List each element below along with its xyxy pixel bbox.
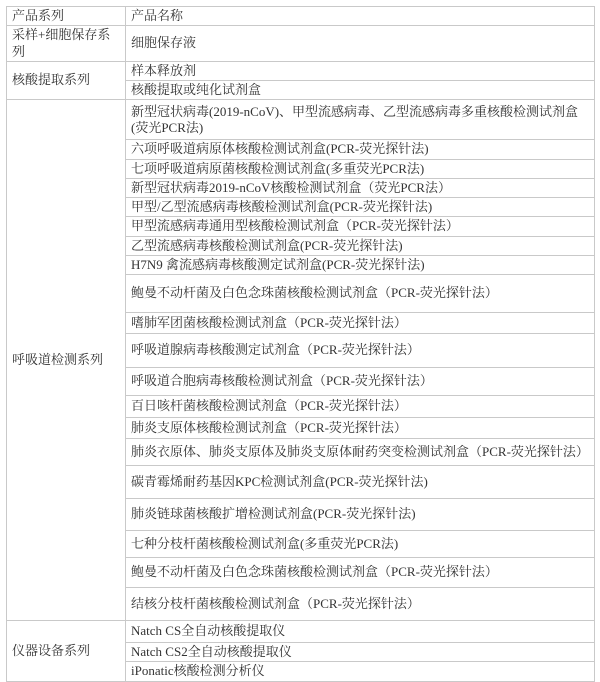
product-name-cell: 嗜肺军团菌核酸检测试剂盒（PCR-荧光探针法） [126, 313, 595, 334]
product-name-cell: 呼吸道合胞病毒核酸检测试剂盒（PCR-荧光探针法） [126, 368, 595, 396]
product-name-cell: 肺炎衣原体、肺炎支原体及肺炎支原体耐药突变检测试剂盒（PCR-荧光探针法） [126, 439, 595, 466]
column-header-product-name: 产品名称 [126, 7, 595, 26]
product-name-cell: 鲍曼不动杆菌及白色念珠菌核酸检测试剂盒（PCR-荧光探针法） [126, 275, 595, 313]
table-row [7, 100, 595, 140]
series-cell: 核酸提取系列 [7, 61, 126, 100]
table-row [7, 621, 595, 643]
product-name-cell: iPonatic核酸检测分析仪 [126, 662, 595, 681]
product-name-cell: 六项呼吸道病原体核酸检测试剂盒(PCR-荧光探针法) [126, 140, 595, 159]
table-header-row [7, 7, 595, 26]
product-name-cell: 核酸提取或纯化试剂盒 [126, 81, 595, 100]
product-name-cell: 鲍曼不动杆菌及白色念珠菌核酸检测试剂盒（PCR-荧光探针法） [126, 558, 595, 588]
product-name-cell: 细胞保存液 [126, 26, 595, 62]
product-name-cell: 新型冠状病毒2019-nCoV核酸检测试剂盒（荧光PCR法） [126, 178, 595, 197]
product-name-cell: H7N9 禽流感病毒核酸测定试剂盒(PCR-荧光探针法) [126, 255, 595, 274]
product-name-cell: 百日咳杆菌核酸检测试剂盒（PCR-荧光探针法） [126, 396, 595, 418]
product-name-cell: 碳青霉烯耐药基因KPC检测试剂盒(PCR-荧光探针法) [126, 466, 595, 499]
product-name-cell: 乙型流感病毒核酸检测试剂盒(PCR-荧光探针法) [126, 236, 595, 255]
product-name-cell: 甲型流感病毒通用型核酸检测试剂盒（PCR-荧光探针法） [126, 217, 595, 236]
product-name-cell: 七项呼吸道病原菌核酸检测试剂盒(多重荧光PCR法) [126, 159, 595, 178]
series-cell: 仪器设备系列 [7, 621, 126, 682]
product-name-cell: 呼吸道腺病毒核酸测定试剂盒（PCR-荧光探针法） [126, 334, 595, 368]
product-name-cell: 新型冠状病毒(2019-nCoV)、甲型流感病毒、乙型流感病毒多重核酸检测试剂盒(荧光PCR法) [126, 100, 595, 140]
product-name-cell: 肺炎支原体核酸检测试剂盒（PCR-荧光探针法） [126, 418, 595, 439]
product-name-cell: 肺炎链球菌核酸扩增检测试剂盒(PCR-荧光探针法) [126, 499, 595, 531]
series-cell: 呼吸道检测系列 [7, 100, 126, 621]
product-name-cell: 七种分枝杆菌核酸检测试剂盒(多重荧光PCR法) [126, 531, 595, 558]
table-body [7, 26, 595, 681]
product-name-cell: Natch CS全自动核酸提取仪 [126, 621, 595, 643]
product-name-cell: 结核分枝杆菌核酸检测试剂盒（PCR-荧光探针法） [126, 588, 595, 621]
table-row [7, 61, 595, 80]
product-name-cell: Natch CS2全自动核酸提取仪 [126, 643, 595, 662]
series-cell: 采样+细胞保存系列 [7, 26, 126, 62]
product-table [6, 6, 595, 682]
product-name-cell: 样本释放剂 [126, 61, 595, 80]
column-header-series: 产品系列 [7, 7, 126, 26]
product-name-cell: 甲型/乙型流感病毒核酸检测试剂盒(PCR-荧光探针法) [126, 198, 595, 217]
table-row [7, 26, 595, 62]
